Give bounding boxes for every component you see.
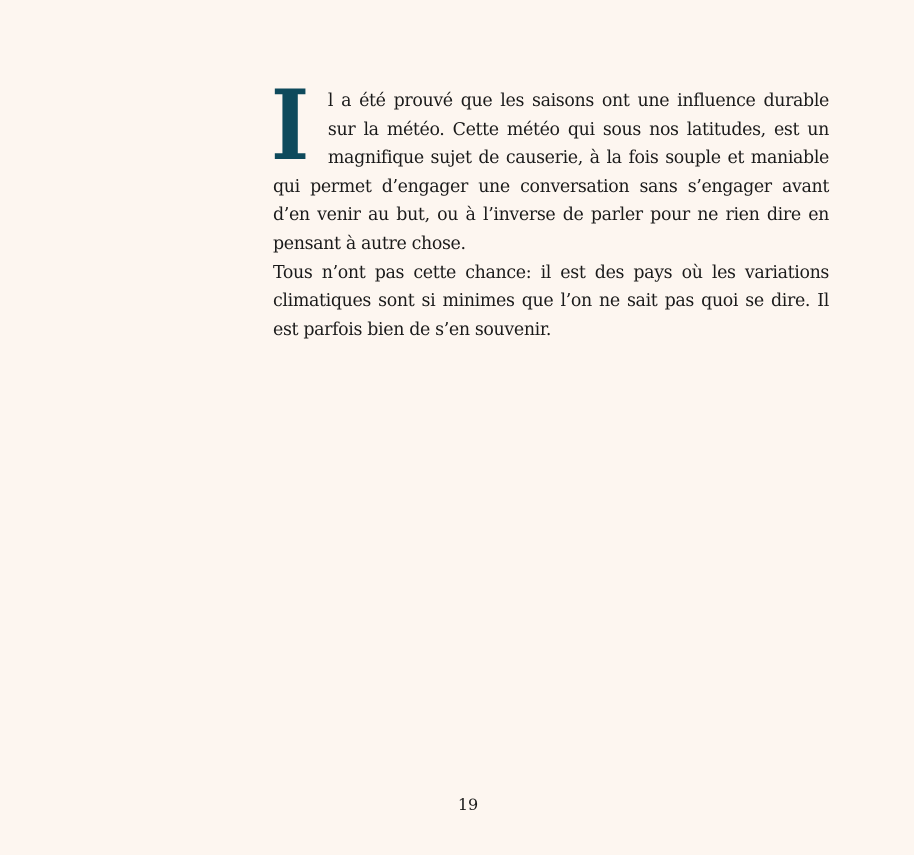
drop-cap: I [271, 69, 310, 182]
paragraph-1 [271, 69, 829, 259]
paragraph-2: Tous n’ont pas cette chance: il est des pays où les variations climatiques sont si minimes que l’on ne sait pas quoi se dire. Il est parfois bien de s’en souvenir. [273, 262, 829, 340]
page-number: 19 [457, 795, 479, 814]
paragraph-1-text: l a été prouvé que les saisons ont une influence durable sur la météo. Cette météo qui sous nos latitudes, est un magnifique sujet de causerie, à la fois souple et maniable qui permet d’engager une conversation sans s’engager avant d’en venir au but, ou à l’inverse de parler pour ne rien dire en pensant à autre chose. [273, 91, 829, 254]
body-text [271, 69, 829, 344]
